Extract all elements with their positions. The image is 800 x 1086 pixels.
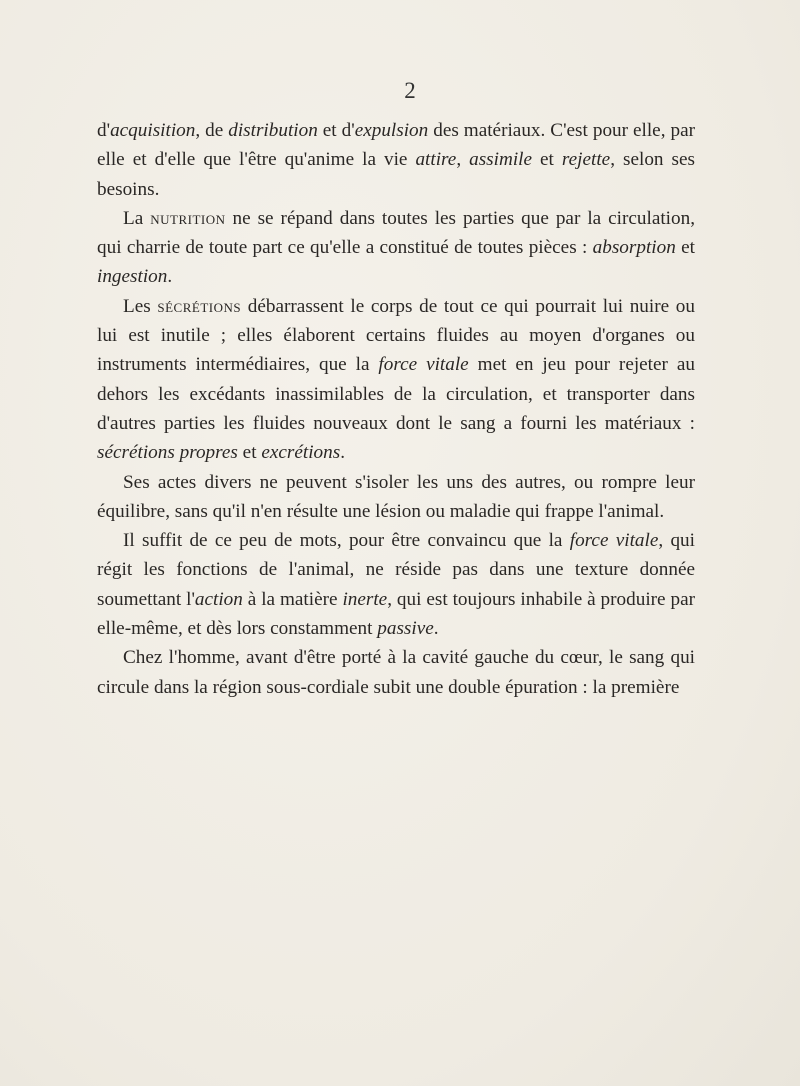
italic-term: assimile	[469, 149, 533, 171]
italic-term: expulsion	[354, 120, 429, 141]
text-run: , de	[195, 120, 229, 141]
text-run: .	[167, 266, 173, 288]
text-run: Il suffit de ce peu de mots, pour être convaincu que la	[123, 530, 570, 552]
text-run: ,	[456, 149, 470, 171]
text-run: , selon ses besoins.	[97, 149, 695, 200]
italic-term: action	[194, 588, 243, 610]
italic-term: acquisition	[110, 120, 196, 141]
text-run: Les	[123, 295, 158, 317]
paragraph-2	[97, 204, 695, 292]
text-run: , qui est toujours inhabile à produire par elle-même, et dès lors constamment	[97, 588, 695, 640]
page-number: 2	[404, 78, 416, 103]
text-run: , qui régit les fonctions de l'animal, ne réside pas dans une texture donnée soumettant l'	[97, 530, 695, 610]
paragraph-6	[97, 643, 695, 702]
text-run: Ses actes divers ne peuvent s'isoler les uns des autres, ou rompre leur équilibre, sans qu'il n'en résulte une lésion ou maladie qui frappe l'animal.	[97, 471, 695, 522]
italic-term: rejette	[561, 149, 611, 171]
body-text	[97, 116, 695, 702]
italic-term: passive	[377, 618, 434, 640]
text-run: et	[675, 237, 695, 259]
italic-term: inerte	[342, 588, 388, 610]
italic-term: force vitale	[378, 354, 469, 376]
text-run: et	[532, 149, 562, 171]
text-run: La	[123, 207, 151, 229]
paragraph-3	[97, 292, 695, 468]
text-run: et d'	[317, 120, 355, 141]
text-run: .	[433, 618, 439, 640]
paragraph-5	[97, 526, 695, 643]
text-run: d'	[97, 120, 111, 141]
paragraph-1	[97, 116, 695, 204]
italic-term: sécrétions propres	[97, 442, 238, 464]
italic-term: attire	[415, 149, 457, 171]
italic-term: ingestion	[97, 266, 168, 288]
italic-term: absorption	[592, 237, 676, 259]
text-run: .	[340, 442, 345, 464]
italic-term: distribution	[228, 120, 318, 141]
text-run: met en jeu pour rejeter au dehors les excédants inassimilables de la circulation, et transporter dans d'autres parties les fluides nouveaux dont le sang a fourni les matériaux :	[97, 354, 695, 434]
text-run: des matériaux. C'est pour elle, par elle et d'elle que l'être qu'anime la vie	[97, 120, 695, 171]
paragraph-4	[97, 468, 695, 527]
text-run: et	[237, 442, 262, 464]
small-caps-term: nutrition	[150, 207, 226, 229]
small-caps-term: sécrétions	[157, 295, 242, 317]
text-run: à la matière	[242, 588, 343, 610]
text-run: ne se répand dans toutes les parties que par la circulation, qui charrie de toute part ce qu'elle a constitué de toutes pièces :	[97, 207, 695, 259]
text-run: débarrassent le corps de tout ce qui pourrait lui nuire ou lui est inutile ; elles élaborent certains fluides au moyen d'organes ou instruments intermédiaires, que la	[97, 295, 695, 376]
italic-term: force vitale	[569, 530, 659, 552]
text-run: Chez l'homme, avant d'être porté à la cavité gauche du cœur, le sang qui circule dans la région sous-cordiale subit une double épuration : la première	[97, 647, 695, 698]
italic-term: excrétions	[261, 442, 341, 464]
